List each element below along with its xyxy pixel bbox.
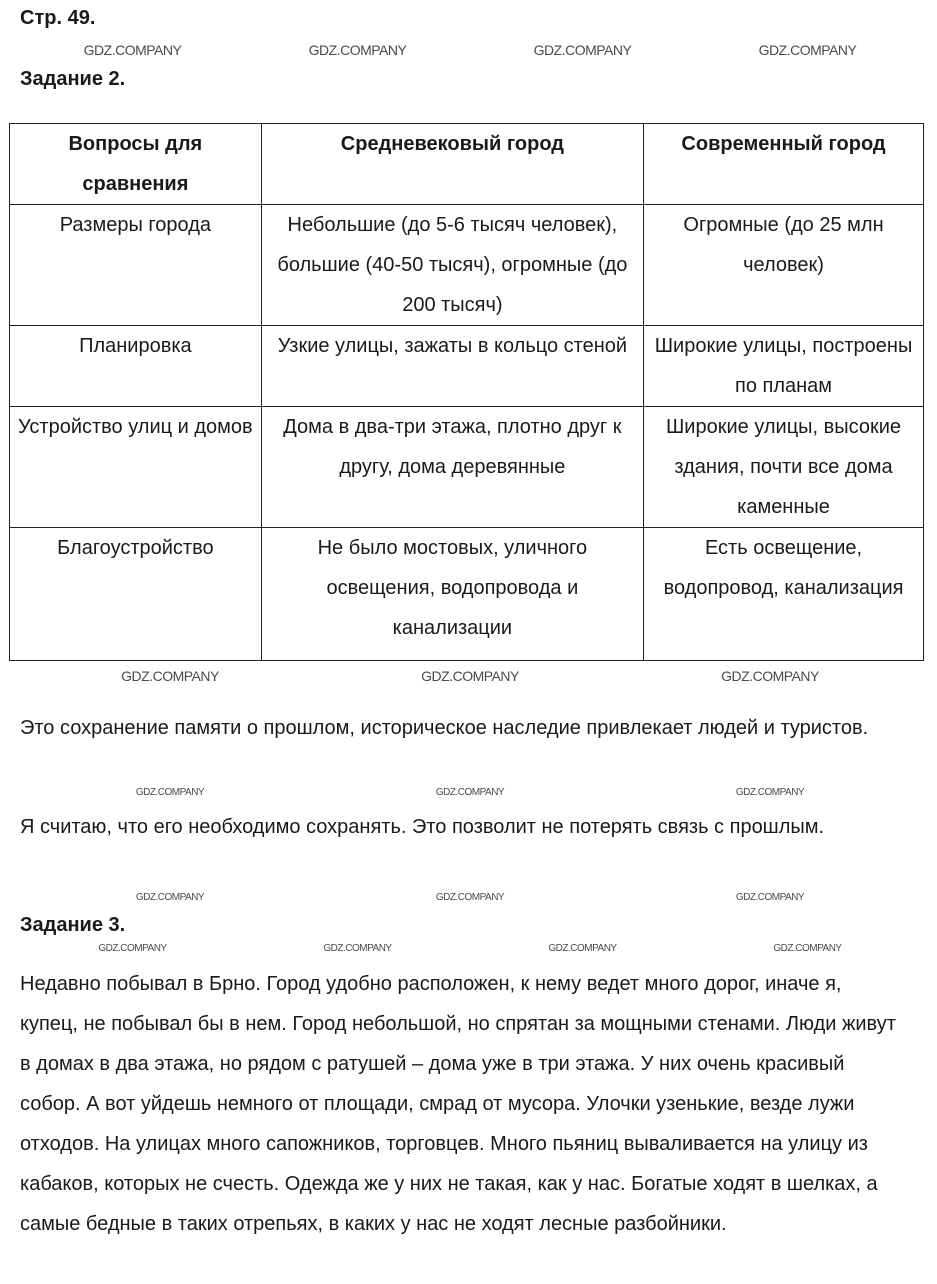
watermark: GDZ.COMPANY: [435, 787, 505, 798]
watermark: GDZ.COMPANY: [135, 892, 205, 903]
table-row: [10, 326, 924, 407]
table-row: [10, 407, 924, 528]
watermark-strip: [20, 668, 920, 684]
task2-heading: Задание 2.: [20, 68, 126, 90]
table-cell: Не было мостовых, уличного освещения, водопровода и канализации: [261, 528, 643, 661]
table-cell: Устройство улиц и домов: [10, 407, 262, 528]
watermark: GDZ.COMPANY: [758, 42, 857, 58]
watermark: GDZ.COMPANY: [421, 668, 519, 684]
watermark-strip: [20, 942, 920, 956]
table-cell: Планировка: [10, 326, 262, 407]
watermark-strip: [20, 891, 920, 905]
comparison-table: [9, 123, 924, 661]
table-cell: Небольшие (до 5-6 тысяч человек), большие (40-50 тысяч), огромные (до 200 тысяч): [261, 205, 643, 326]
watermark: GDZ.COMPANY: [721, 668, 819, 684]
watermark: GDZ.COMPANY: [533, 42, 632, 58]
header-cell: Вопросы для сравнения: [10, 124, 262, 205]
watermark: GDZ.COMPANY: [548, 943, 617, 954]
watermark: GDZ.COMPANY: [323, 943, 392, 954]
table-cell: Узкие улицы, зажаты в кольцо стеной: [261, 326, 643, 407]
header-cell: Современный город: [644, 124, 924, 205]
table-cell: Размеры города: [10, 205, 262, 326]
table-row: [10, 528, 924, 661]
watermark: GDZ.COMPANY: [135, 787, 205, 798]
table-cell: Широкие улицы, построены по планам: [644, 326, 924, 407]
table-cell: Широкие улицы, высокие здания, почти все дома каменные: [644, 407, 924, 528]
story-paragraph: Недавно побывал в Брно. Город удобно расположен, к нему ведет много дорог, иначе я, купец, не побывал бы в нем. Город небольшой, но спрятан за мощными стенами. Люди живут в домах в два этажа, но рядом с ратушей – дома уже в три этажа. У них очень красивый собор. А вот уйдешь немного от площади, смрад от мусора. Улочки узенькие, везде лужи отходов. На улицах много сапожников, торговцев. Много пьяниц вываливается на улицу из кабаков, которых не счесть. Одежда же у них не такая, как у нас. Богатые ходят в шелках, а самые бедные в таких отрепьях, в каких у нас не ходят лесные разбойники.: [20, 973, 896, 1235]
table-cell: Дома в два-три этажа, плотно друг к другу, дома деревянные: [261, 407, 643, 528]
table-header-row: [10, 124, 924, 205]
watermark-strip: [20, 42, 920, 58]
task3-heading: Задание 3.: [20, 914, 126, 936]
table-cell: Благоустройство: [10, 528, 262, 661]
watermark: GDZ.COMPANY: [773, 943, 842, 954]
watermark: GDZ.COMPANY: [83, 42, 182, 58]
watermark: GDZ.COMPANY: [735, 892, 805, 903]
header-cell: Средневековый город: [261, 124, 643, 205]
table-cell: Есть освещение, водопровод, канализация: [644, 528, 924, 661]
watermark-strip: [20, 786, 920, 800]
watermark: GDZ.COMPANY: [435, 892, 505, 903]
page-label: Стр. 49.: [20, 7, 96, 29]
answer-paragraph: Это сохранение памяти о прошлом, историческое наследие привлекает людей и туристов.: [20, 717, 869, 739]
answer-paragraph: Я считаю, что его необходимо сохранять. Это позволит не потерять связь с прошлым.: [20, 816, 825, 838]
watermark: GDZ.COMPANY: [121, 668, 219, 684]
table-cell: Огромные (до 25 млн человек): [644, 205, 924, 326]
watermark: GDZ.COMPANY: [308, 42, 407, 58]
watermark: GDZ.COMPANY: [735, 787, 805, 798]
watermark: GDZ.COMPANY: [98, 943, 167, 954]
table-row: [10, 205, 924, 326]
